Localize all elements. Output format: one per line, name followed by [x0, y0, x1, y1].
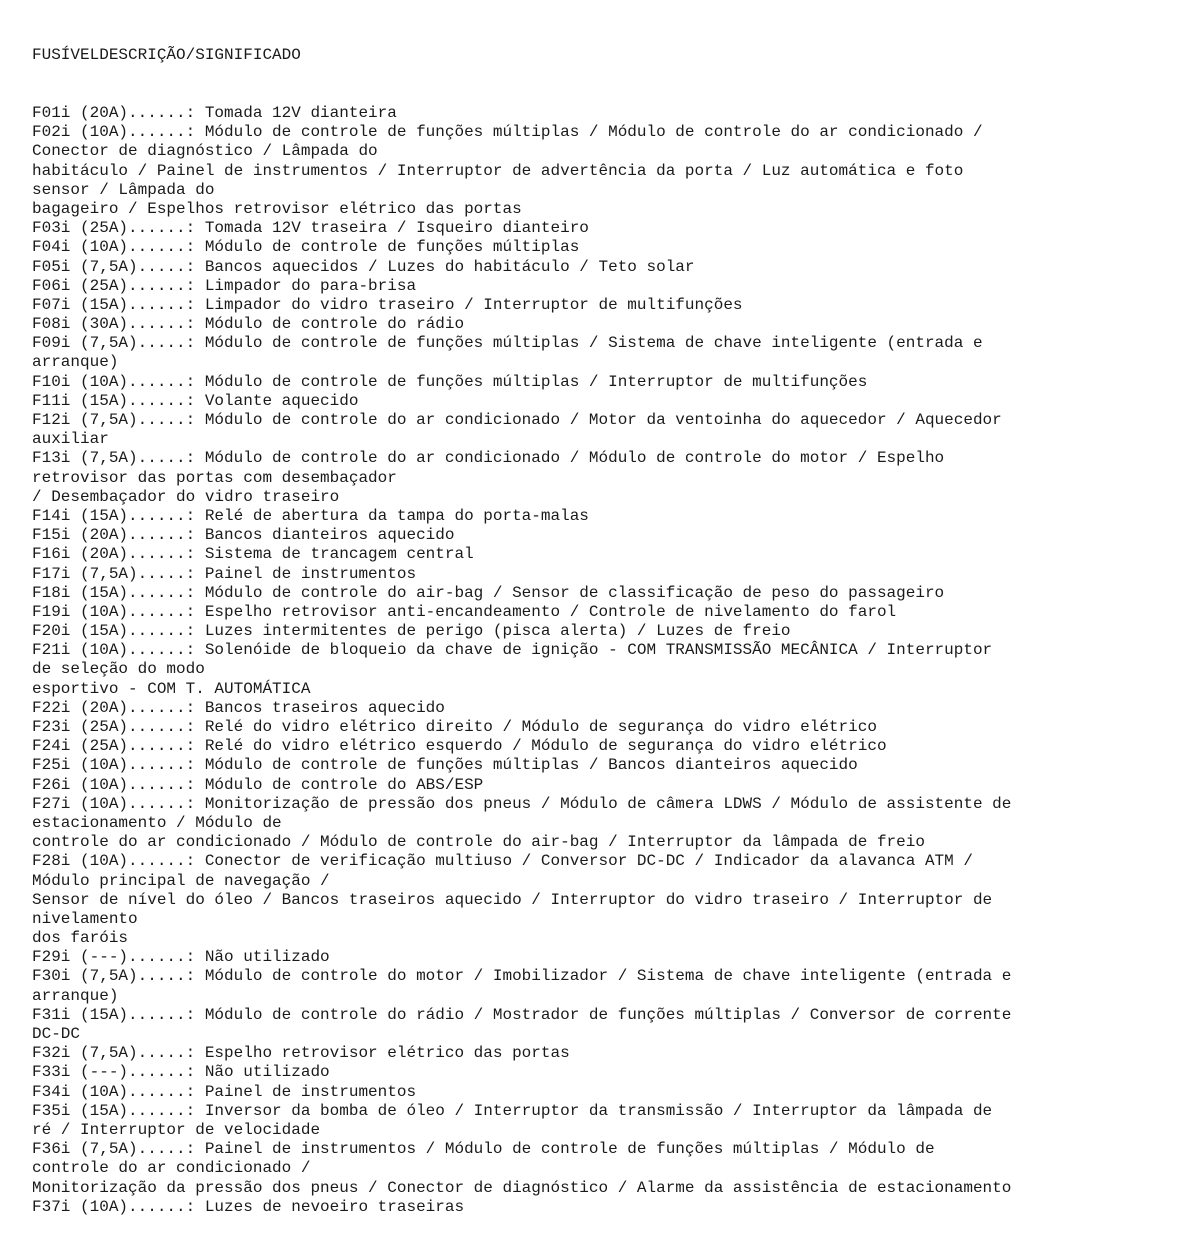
fuse-line: F14i (15A)......: Relé de abertura da tampa do porta-malas — [32, 506, 589, 525]
fuse-line: F29i (---)......: Não utilizado — [32, 948, 330, 967]
fuse-line: controle do ar condicionado / Módulo de controle do air-bag / Interruptor da lâmpada de freio — [32, 833, 925, 852]
fuse-line: F05i (7,5A).....: Bancos aquecidos / Luzes do habitáculo / Teto solar — [32, 257, 695, 276]
fuse-line: F23i (25A)......: Relé do vidro elétrico direito / Módulo de segurança do vidro elétrico — [32, 718, 877, 736]
fuse-line: F36i (7,5A).....: Painel de instrumentos / Módulo de controle de funções múltiplas / Módulo de — [32, 1140, 935, 1159]
document-header: FUSÍVELDESCRIÇÃO/SIGNIFICADO — [32, 46, 301, 65]
fuse-line: dos faróis — [32, 929, 129, 948]
fuse-line: F08i (30A)......: Módulo de controle do rádio — [32, 315, 465, 334]
fuse-line: F06i (25A)......: Limpador do para-brisa — [32, 276, 417, 295]
fuse-line: F18i (15A)......: Módulo de controle do air-bag / Sensor de classificação de peso do passageiro — [32, 583, 945, 602]
fuse-line: F04i (10A)......: Módulo de controle de funções múltiplas — [32, 238, 580, 257]
fuse-line: arranque) — [32, 353, 119, 372]
fuse-line: F24i (25A)......: Relé do vidro elétrico esquerdo / Módulo de segurança do vidro elétrico — [32, 737, 887, 756]
fuse-line: F15i (20A)......: Bancos dianteiros aquecido — [32, 526, 455, 545]
fuse-line: F30i (7,5A).....: Módulo de controle do motor / Imobilizador / Sistema de chave inteligente (entrada e — [32, 967, 1012, 986]
fuse-line: de seleção do modo — [32, 660, 205, 679]
fuse-line: F33i (---)......: Não utilizado — [32, 1063, 330, 1082]
fuse-line: F22i (20A)......: Bancos traseiros aquecido — [32, 698, 445, 717]
fuse-document — [32, 8, 1182, 1236]
fuse-line: esportivo - COM T. AUTOMÁTICA — [32, 679, 311, 698]
fuse-list — [32, 104, 1182, 1217]
fuse-line: F09i (7,5A).....: Módulo de controle de funções múltiplas / Sistema de chave inteligente (entrada e — [32, 334, 983, 353]
fuse-line: Monitorização da pressão dos pneus / Conector de diagnóstico / Alarme da assistência de estacionamento — [32, 1178, 1012, 1197]
fuse-line: ré / Interruptor de velocidade — [32, 1120, 321, 1139]
fuse-line: arranque) — [32, 986, 119, 1005]
fuse-line: retrovisor das portas com desembaçador — [32, 468, 397, 487]
fuse-line: DC-DC — [32, 1025, 81, 1043]
fuse-line: Sensor de nível do óleo / Bancos traseiros aquecido / Interruptor do vidro traseiro / Interruptor de — [32, 890, 993, 909]
fuse-line: F35i (15A)......: Inversor da bomba de óleo / Interruptor da transmissão / Interruptor da lâmpada de — [32, 1101, 993, 1120]
fuse-line: F11i (15A)......: Volante aquecido — [32, 391, 359, 410]
fuse-line: F17i (7,5A).....: Painel de instrumentos — [32, 564, 417, 583]
fuse-line: F34i (10A)......: Painel de instrumentos — [32, 1082, 417, 1101]
fuse-line: controle do ar condicionado / — [32, 1159, 311, 1178]
fuse-line: F31i (15A)......: Módulo de controle do rádio / Mostrador de funções múltiplas / Conversor de corrente — [32, 1005, 1012, 1024]
fuse-line: F02i (10A)......: Módulo de controle de funções múltiplas / Módulo de controle do ar condicionado / — [32, 123, 983, 142]
fuse-line: F03i (25A)......: Tomada 12V traseira / Isqueiro dianteiro — [32, 219, 589, 238]
fuse-line: estacionamento / Módulo de — [32, 813, 282, 832]
fuse-line: F21i (10A)......: Solenóide de bloqueio da chave de ignição - COM TRANSMISSÃO MECÂNICA / Interruptor — [32, 641, 993, 660]
fuse-line: Conector de diagnóstico / Lâmpada do — [32, 142, 378, 161]
fuse-line: F28i (10A)......: Conector de verificação multiuso / Conversor DC-DC / Indicador da alavanca ATM / — [32, 852, 973, 871]
fuse-line: F12i (7,5A).....: Módulo de controle do ar condicionado / Motor da ventoinha do aquecedor / Aquecedor — [32, 411, 1002, 429]
fuse-line: F01i (20A)......: Tomada 12V dianteira — [32, 104, 397, 122]
fuse-line: F16i (20A)......: Sistema de trancagem central — [32, 545, 474, 564]
fuse-line: F25i (10A)......: Módulo de controle de funções múltiplas / Bancos dianteiros aquecido — [32, 756, 858, 775]
fuse-line: F19i (10A)......: Espelho retrovisor anti-encandeamento / Controle de nivelamento do farol — [32, 602, 897, 621]
fuse-line: nivelamento — [32, 909, 138, 928]
fuse-line: F10i (10A)......: Módulo de controle de funções múltiplas / Interruptor de multifunções — [32, 372, 868, 391]
fuse-line: auxiliar — [32, 430, 109, 449]
fuse-line: F26i (10A)......: Módulo de controle do ABS/ESP — [32, 775, 484, 794]
fuse-line: / Desembaçador do vidro traseiro — [32, 487, 340, 506]
fuse-line: Módulo principal de navegação / — [32, 871, 330, 890]
fuse-line: F13i (7,5A).....: Módulo de controle do ar condicionado / Módulo de controle do motor / Espelho — [32, 449, 945, 468]
fuse-line: F20i (15A)......: Luzes intermitentes de perigo (pisca alerta) / Luzes de freio — [32, 622, 791, 641]
fuse-line: habitáculo / Painel de instrumentos / Interruptor de advertência da porta / Luz automática e foto — [32, 161, 964, 180]
fuse-line: bagageiro / Espelhos retrovisor elétrico das portas — [32, 199, 522, 218]
fuse-line: F07i (15A)......: Limpador do vidro traseiro / Interruptor de multifunções — [32, 295, 743, 314]
fuse-line: F32i (7,5A).....: Espelho retrovisor elétrico das portas — [32, 1044, 570, 1063]
fuse-line: F37i (10A)......: Luzes de nevoeiro traseiras — [32, 1197, 465, 1216]
fuse-line: sensor / Lâmpada do — [32, 180, 215, 199]
fuse-line: F27i (10A)......: Monitorização de pressão dos pneus / Módulo de câmera LDWS / Módulo de assistente de — [32, 794, 1012, 813]
